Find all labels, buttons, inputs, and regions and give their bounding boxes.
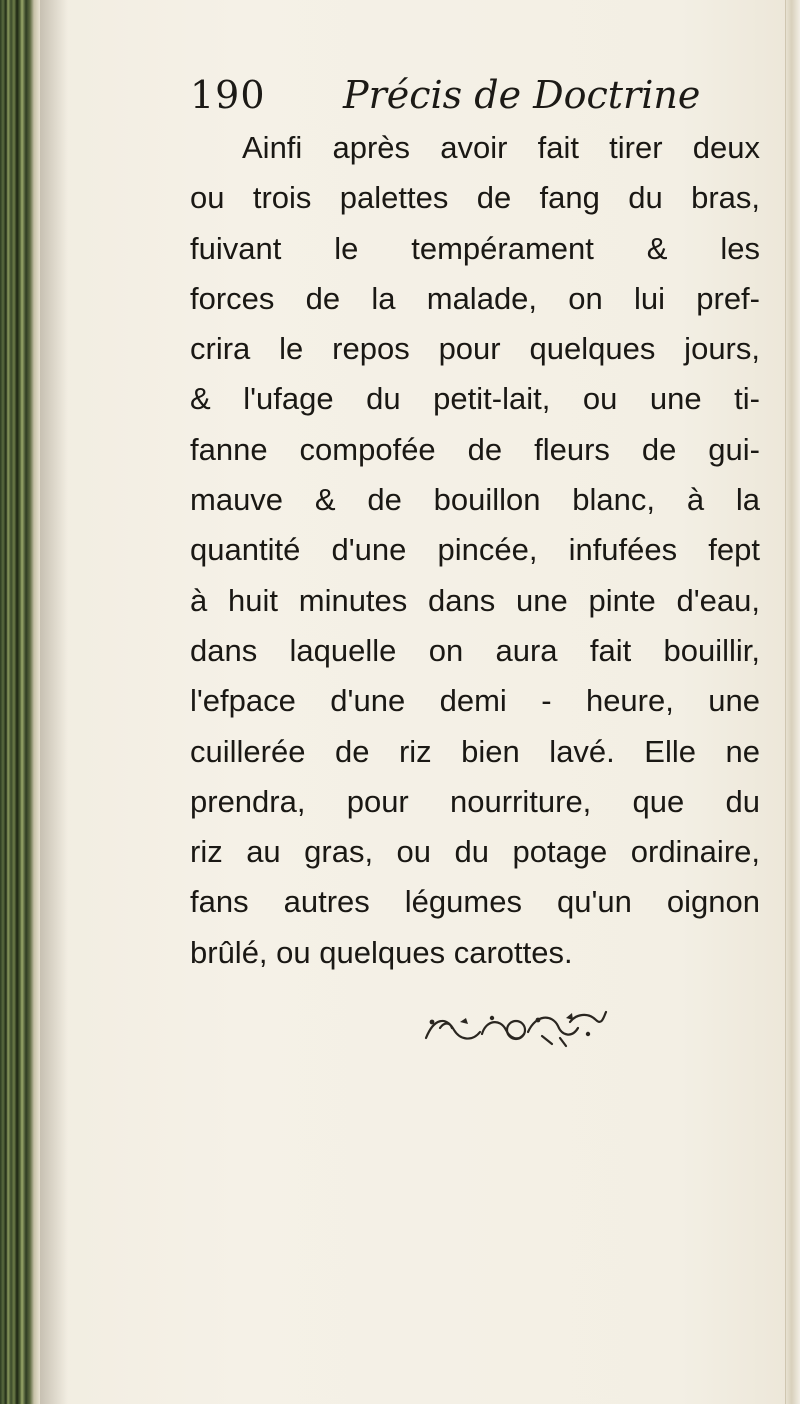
running-title: Précis de Doctrine xyxy=(343,73,701,117)
text-line: à huit minutes dans une pinte d'eau, xyxy=(190,582,760,618)
text-line: dans laquelle on aura fait bouillir, xyxy=(190,632,760,668)
running-header xyxy=(190,70,750,120)
text-line: riz au gras, ou du potage ordinaire, xyxy=(190,834,760,870)
text-line: brûlé, ou quelques carottes. xyxy=(190,934,573,970)
page-number: 190 xyxy=(190,73,266,117)
text-line: cuillerée de riz bien lavé. Elle ne xyxy=(190,733,760,769)
text-line: l'efpace d'une demi - heure, une xyxy=(190,683,760,719)
gutter-shadow xyxy=(40,0,68,1404)
tailpiece-ornament xyxy=(420,1008,610,1052)
page-binding xyxy=(0,0,40,1404)
text-line: forces de la malade, on lui pref- xyxy=(190,280,760,316)
text-line: prendra, pour nourriture, que du xyxy=(190,783,760,819)
text-line: crira le repos pour quelques jours, xyxy=(190,331,760,367)
text-line: fans autres légumes qu'un oignon xyxy=(190,884,760,920)
text-line: mauve & de bouillon blanc, à la xyxy=(190,482,760,518)
text-line: fuivant le tempérament & les xyxy=(190,230,760,266)
text-line: fanne compofée de fleurs de gui- xyxy=(190,431,760,467)
text-line: quantité d'une pincée, infufées fept xyxy=(190,532,760,568)
text-line: & l'ufage du petit-lait, ou une ti- xyxy=(190,381,760,417)
page-edge xyxy=(785,0,800,1404)
text-line: ou trois palettes de fang du bras, xyxy=(190,180,760,216)
text-line: Ainfi après avoir fait tirer deux xyxy=(242,130,760,165)
body-paragraph xyxy=(190,123,760,978)
